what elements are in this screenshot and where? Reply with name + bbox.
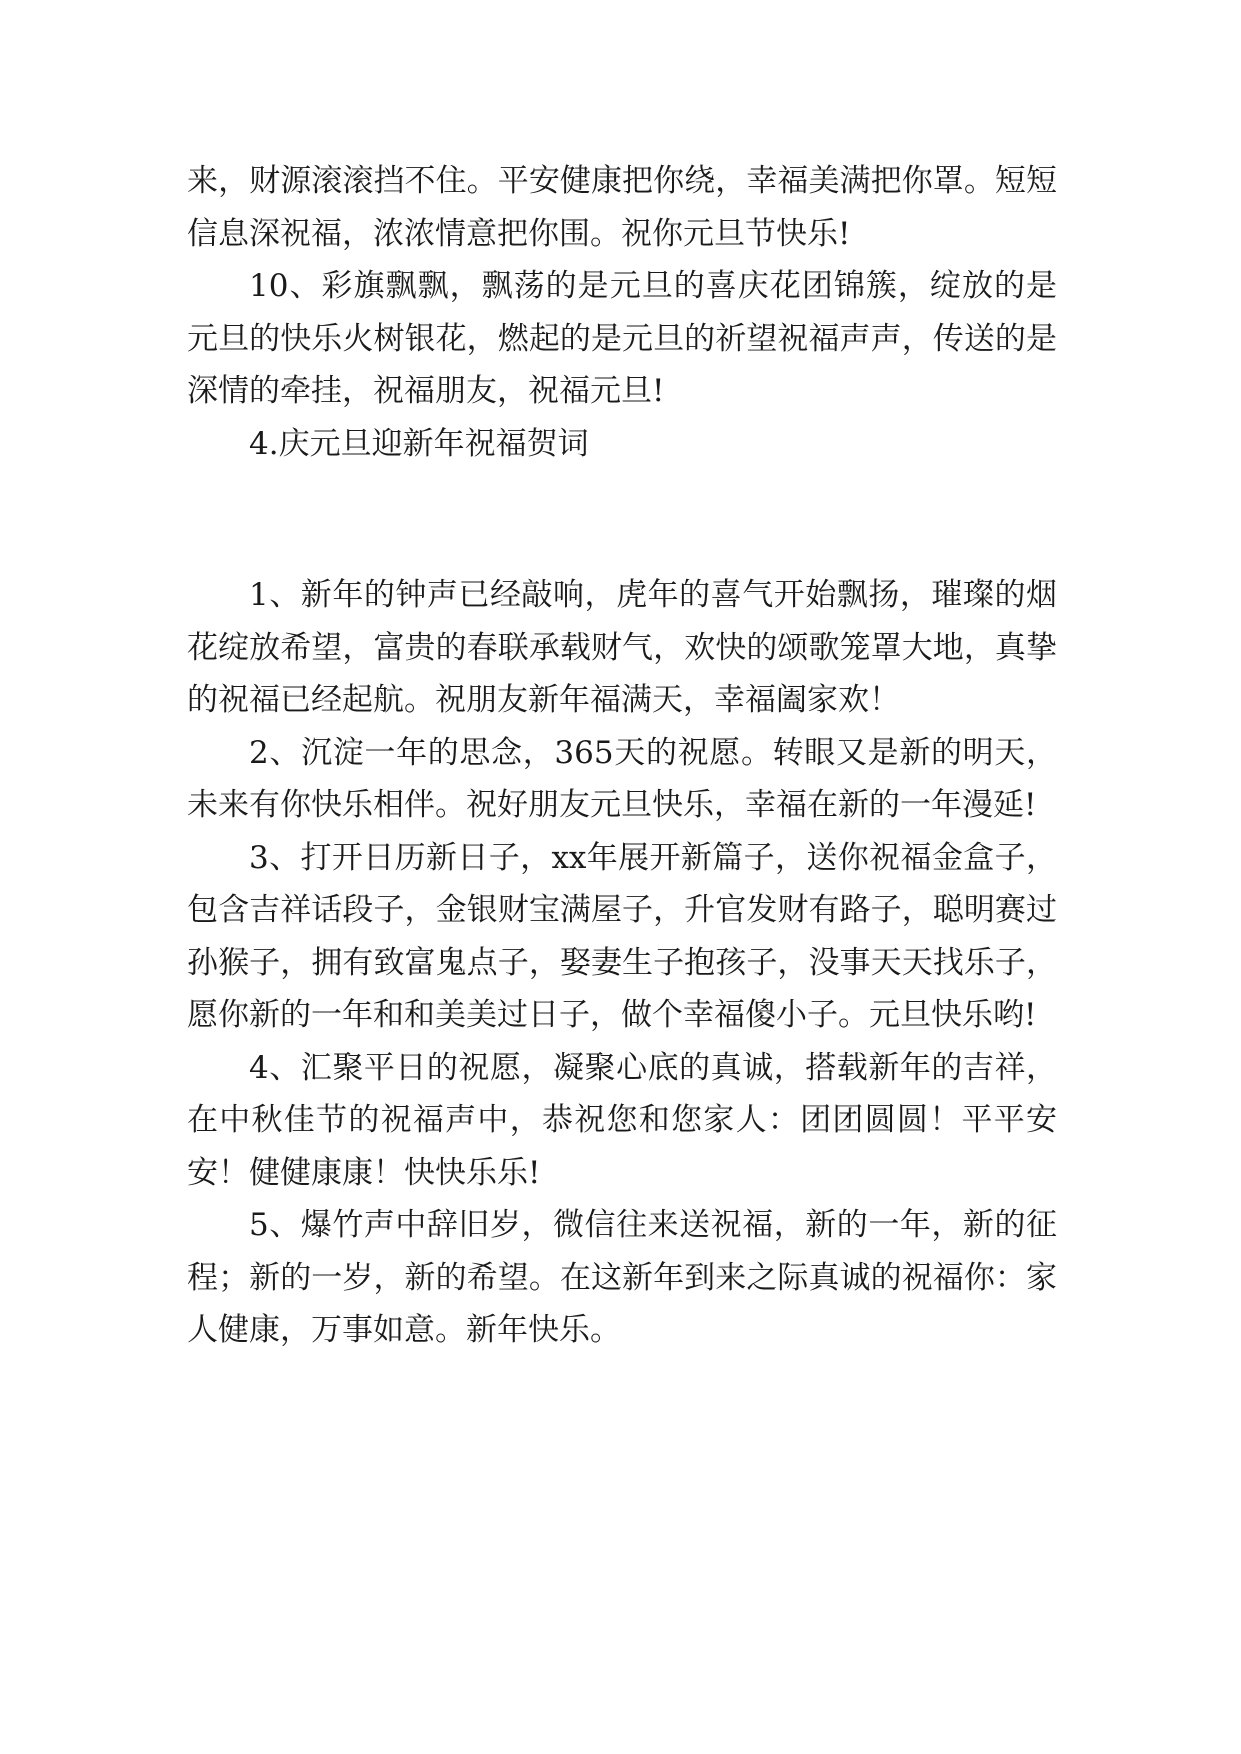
paragraph-item-2: 2、沉淀一年的思念，365天的祝愿。转眼又是新的明天，未来有你快乐相伴。祝好朋友元旦快乐，幸福在新的一年漫延! bbox=[187, 734, 1057, 823]
section-heading: 4.庆元旦迎新年祝福贺词 bbox=[249, 425, 589, 462]
paragraph-item-5: 5、爆竹声中辞旧岁，微信往来送祝福，新的一年，新的征程；新的一岁，新的希望。在这新年到来之际真诚的祝福你：家人健康，万事如意。新年快乐。 bbox=[187, 1207, 1057, 1348]
paragraph-item-1: 1、新年的钟声已经敲响，虎年的喜气开始飘扬，璀璨的烟花绽放希望，富贵的春联承载财气，欢快的颂歌笼罩大地，真挚的祝福已经起航。祝朋友新年福满天，幸福阖家欢！ bbox=[187, 577, 1057, 718]
paragraph-item-10: 10、彩旗飘飘，飘荡的是元旦的喜庆花团锦簇，绽放的是元旦的快乐火树银花，燃起的是元旦的祈望祝福声声，传送的是深情的牵挂，祝福朋友，祝福元旦! bbox=[187, 268, 1057, 409]
document-body bbox=[187, 155, 1057, 1357]
section-spacer bbox=[187, 470, 1057, 569]
paragraph-item-4: 4、汇聚平日的祝愿，凝聚心底的真诚，搭载新年的吉祥，在中秋佳节的祝福声中，恭祝您和您家人：团团圆圆！平平安安！健健康康！快快乐乐! bbox=[187, 1049, 1057, 1191]
paragraph-continuation: 来，财源滚滚挡不住。平安健康把你绕，幸福美满把你罩。短短信息深祝福，浓浓情意把你围。祝你元旦节快乐! bbox=[187, 163, 1057, 252]
paragraph-item-3: 3、打开日历新日子，xx年展开新篇子，送你祝福金盒子，包含吉祥话段子，金银财宝满屋子，升官发财有路子，聪明赛过孙猴子，拥有致富鬼点子，娶妻生子抱孩子，没事天天找乐子，愿你新的一年和和美美过日子，做个幸福傻小子。元旦快乐哟! bbox=[187, 839, 1057, 1033]
